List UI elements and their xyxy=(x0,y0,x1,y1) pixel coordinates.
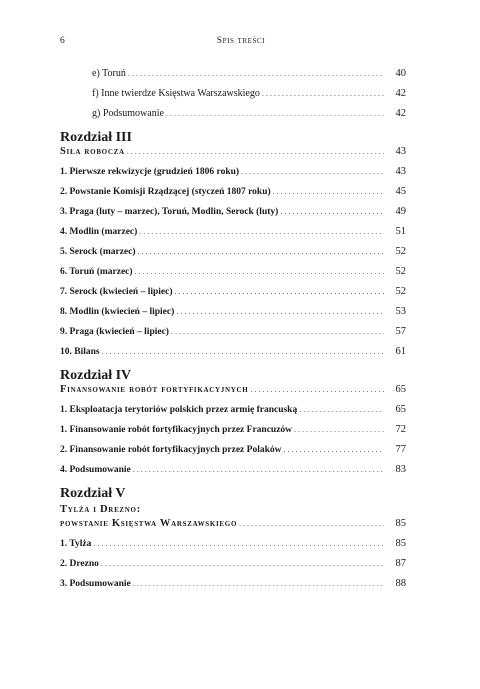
toc-entry-label: 3. Podsumowanie xyxy=(60,579,131,589)
table-of-contents xyxy=(60,68,406,598)
dot-leader xyxy=(136,247,384,256)
toc-entry-label: 1. Tylża xyxy=(60,539,92,549)
dot-leader xyxy=(239,167,384,176)
toc-entry xyxy=(60,326,406,346)
toc-entry-page: 57 xyxy=(395,326,406,337)
toc-entry-label: 2. Powstanie Komisji Rządzącej (styczeń 1807 roku) xyxy=(60,187,271,197)
toc-entry-label: 8. Modlin (kwiecień – lipiec) xyxy=(60,307,175,317)
dot-leader xyxy=(260,89,384,98)
toc-entry-label: 1. Finansowanie robót fortyfikacyjnych przez Francuzów xyxy=(60,425,293,435)
chapter-heading: Rozdział IV xyxy=(60,368,132,383)
toc-entry-label: e) Toruń xyxy=(92,68,126,79)
dot-leader xyxy=(278,207,384,216)
toc-entry xyxy=(60,404,406,424)
toc-entry-label: 1. Pierwsze rekwizycje (grudzień 1806 roku) xyxy=(60,167,240,177)
toc-entry-label: 2. Drezno xyxy=(60,559,99,569)
toc-entry-page: 42 xyxy=(395,108,406,119)
toc-entry xyxy=(60,108,406,128)
dot-leader xyxy=(174,307,384,316)
toc-entry xyxy=(60,68,406,88)
dot-leader xyxy=(271,187,384,196)
dot-leader xyxy=(169,327,384,336)
dot-leader xyxy=(91,539,384,548)
dot-leader xyxy=(99,559,384,568)
toc-entry-label: f) Inne twierdze Księstwa Warszawskiego xyxy=(92,88,260,99)
toc-entry xyxy=(60,166,406,186)
page-number: 6 xyxy=(60,36,65,46)
chapter-title: powstanie Księstwa Warszawskiego xyxy=(60,518,238,529)
toc-entry-page: 52 xyxy=(395,246,406,257)
toc-entry-page: 43 xyxy=(395,146,406,157)
toc-entry xyxy=(60,226,406,246)
toc-entry-page: 49 xyxy=(395,206,406,217)
toc-entry-label: 4. Podsumowanie xyxy=(60,465,131,475)
toc-entry-label: 7. Serock (kwiecień – lipiec) xyxy=(60,287,173,297)
toc-entry-label: 2. Finansowanie robót fortyfikacyjnych przez Polaków xyxy=(60,445,282,455)
toc-entry-page: 65 xyxy=(395,404,406,415)
toc-entry xyxy=(60,206,406,226)
toc-entry-label: 5. Serock (marzec) xyxy=(60,247,136,257)
toc-entry-page: 85 xyxy=(395,518,406,529)
page-header xyxy=(60,36,422,50)
toc-entry xyxy=(60,578,406,598)
toc-entry-page: 53 xyxy=(395,306,406,317)
toc-entry-label: 10. Bilans xyxy=(60,347,100,357)
toc-entry-page: 42 xyxy=(395,88,406,99)
toc-entry-page: 77 xyxy=(395,444,406,455)
toc-entry-page: 88 xyxy=(395,578,406,589)
chapter-title: Finansowanie robót fortyfikacyjnych xyxy=(60,384,249,395)
toc-entry-page: 83 xyxy=(395,464,406,475)
dot-leader xyxy=(248,385,384,394)
toc-entry-label: 4. Modlin (marzec) xyxy=(60,227,138,237)
toc-entry-page: 52 xyxy=(395,286,406,297)
toc-entry-page: 45 xyxy=(395,186,406,197)
dot-leader xyxy=(164,109,384,118)
toc-entry xyxy=(60,444,406,464)
chapter-heading: Rozdział V xyxy=(60,486,126,501)
chapter-title: Siła robocza xyxy=(60,146,125,157)
toc-entry-label: 6. Toruń (marzec) xyxy=(60,267,133,277)
dot-leader xyxy=(131,579,384,588)
toc-entry-page: 40 xyxy=(395,68,406,79)
toc-entry-page: 43 xyxy=(395,166,406,177)
toc-entry-label: 1. Eksploatacja terytoriów polskich przez armię francuską xyxy=(60,405,298,415)
chapter-title-entry xyxy=(60,384,406,404)
dot-leader xyxy=(126,69,384,78)
dot-leader xyxy=(297,405,384,414)
chapter-title-entry xyxy=(60,146,406,166)
toc-entry-page: 65 xyxy=(395,384,406,395)
chapter-title-entry xyxy=(60,518,406,538)
dot-leader xyxy=(100,347,384,356)
toc-entry xyxy=(60,88,406,108)
toc-entry xyxy=(60,464,406,484)
toc-entry-page: 51 xyxy=(395,226,406,237)
toc-entry-page: 61 xyxy=(395,346,406,357)
toc-entry-page: 85 xyxy=(395,538,406,549)
dot-leader xyxy=(237,519,384,528)
toc-entry-page: 52 xyxy=(395,266,406,277)
chapter-title-line: Tylża i Drezno: xyxy=(60,504,141,515)
chapter-heading: Rozdział III xyxy=(60,130,132,145)
dot-leader xyxy=(292,425,384,434)
dot-leader xyxy=(137,227,384,236)
toc-entry-label: g) Podsumowanie xyxy=(92,108,164,119)
toc-entry xyxy=(60,266,406,286)
toc-entry xyxy=(60,246,406,266)
toc-entry xyxy=(60,186,406,206)
toc-entry xyxy=(60,306,406,326)
toc-entry xyxy=(60,558,406,578)
toc-entry xyxy=(60,424,406,444)
running-title: Spis treści xyxy=(216,36,266,46)
toc-entry-label: 3. Praga (luty – marzec), Toruń, Modlin, Serock (luty) xyxy=(60,207,279,217)
toc-entry-label: 9. Praga (kwiecień – lipiec) xyxy=(60,327,169,337)
toc-entry xyxy=(60,286,406,306)
dot-leader xyxy=(125,147,384,156)
toc-entry-page: 87 xyxy=(395,558,406,569)
dot-leader xyxy=(173,287,385,296)
dot-leader xyxy=(133,267,384,276)
toc-entry-page: 72 xyxy=(395,424,406,435)
toc-entry xyxy=(60,538,406,558)
dot-leader xyxy=(131,465,384,474)
toc-entry xyxy=(60,346,406,366)
dot-leader xyxy=(281,445,384,454)
